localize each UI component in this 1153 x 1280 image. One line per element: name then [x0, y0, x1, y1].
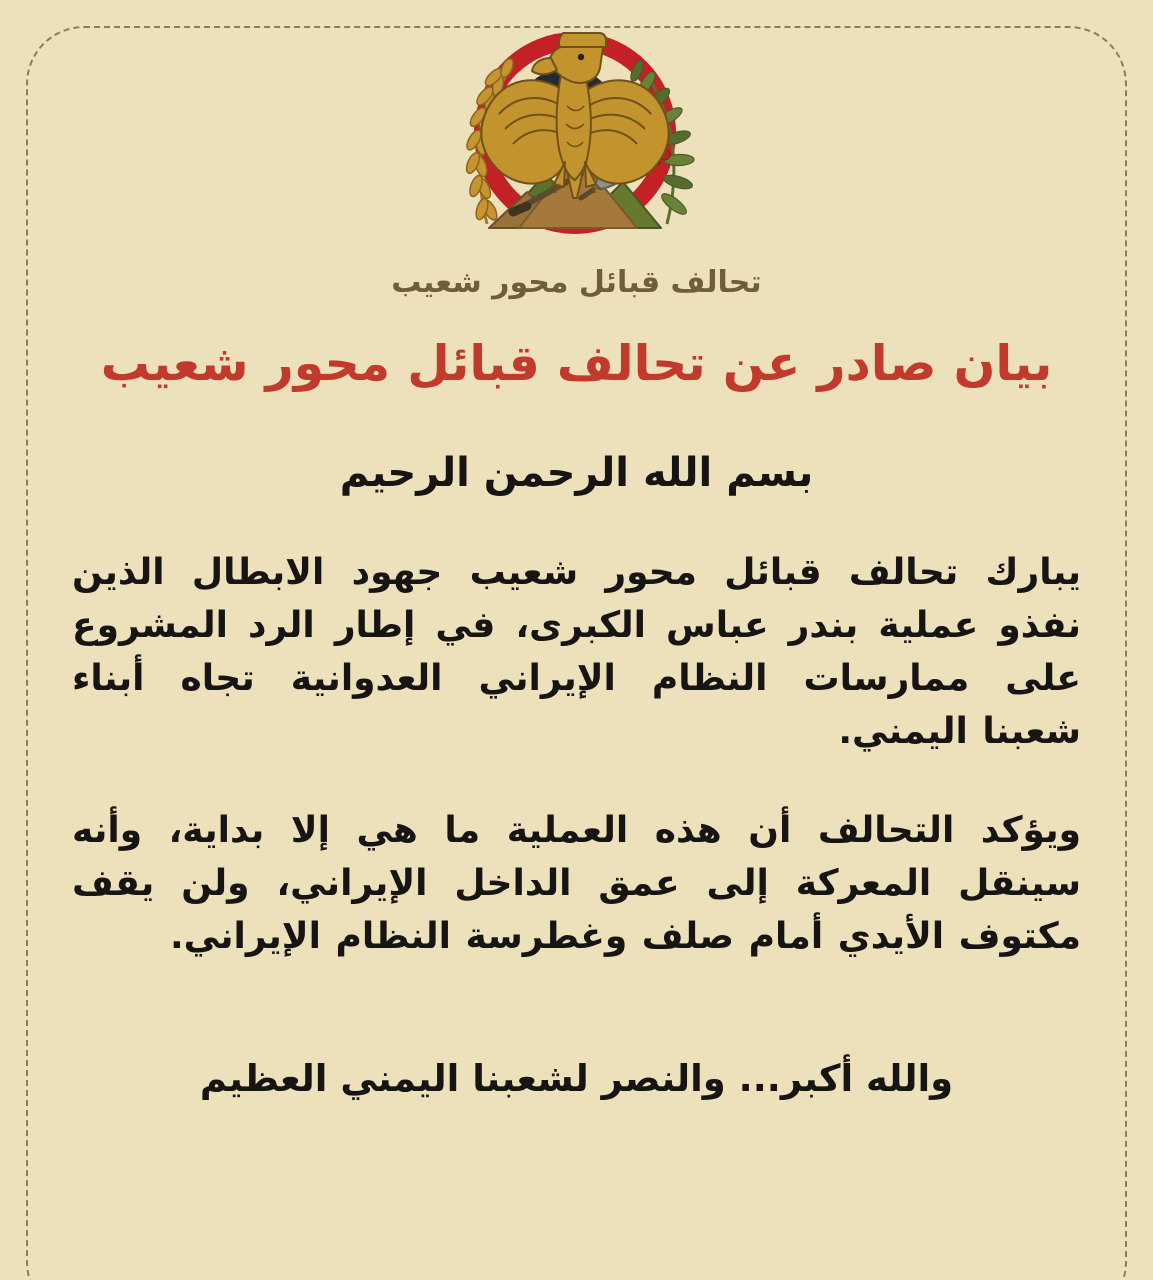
statement-paragraph — [72, 546, 1081, 758]
paragraph-line: شعبنا اليمني. — [838, 710, 1081, 752]
paragraph-line: مكتوف الأيدي أمام صلف وغطرسة النظام الإيراني. — [169, 915, 1081, 957]
paragraph-line: نفذو عملية بندر عباس الكبرى، في إطار الرد المشروع — [72, 604, 1081, 646]
statement-body — [0, 546, 1153, 963]
eagle-emblem-icon — [427, 16, 727, 259]
paragraph-line: يبارك تحالف قبائل محور شعيب جهود الابطال الذين — [72, 551, 1081, 593]
paragraph-line: سينقل المعركة إلى عمق الداخل الإيراني، ولن يقف — [72, 862, 1081, 904]
logo-block — [0, 0, 1153, 300]
closing-line: والله أكبر... والنصر لشعبنا اليمني العظيم — [199, 1056, 954, 1100]
statement-paragraph — [72, 804, 1081, 963]
statement-title: بيان صادر عن تحالف قبائل محور شعيب — [100, 335, 1053, 392]
paragraph-line: ويؤكد التحالف أن هذه العملية ما هي إلا بداية، وأنه — [72, 809, 1081, 851]
logo-caption: تحالف قبائل محور شعيب — [391, 265, 762, 300]
basmala-text: بسم الله الرحمن الرحيم — [339, 449, 814, 496]
paragraph-line: على ممارسات النظام الإيراني العدوانية تجاه أبناء — [72, 657, 1081, 699]
